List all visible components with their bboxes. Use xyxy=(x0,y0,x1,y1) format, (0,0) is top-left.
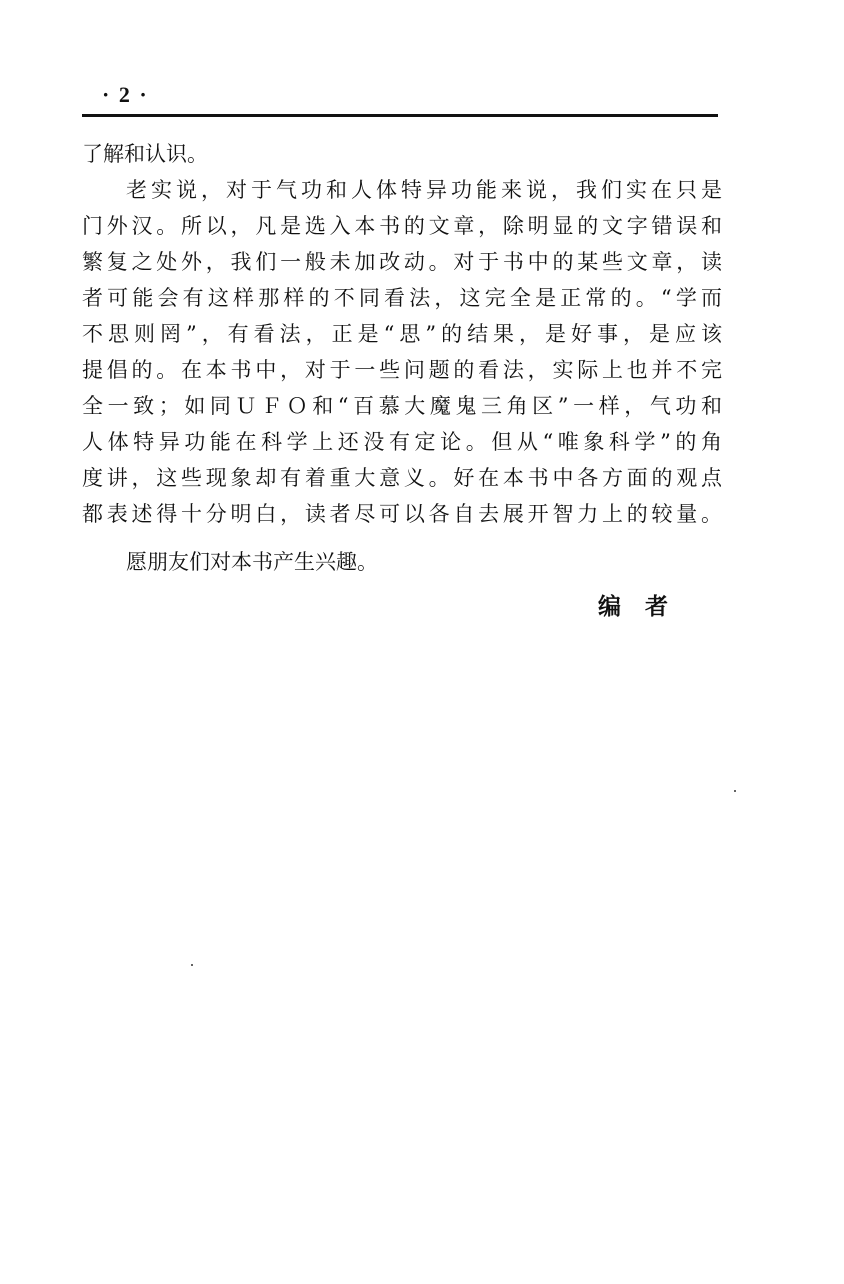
text-line: 全一致；如同ＵＦＯ和“百慕大魔鬼三角区”一样，气功和 xyxy=(82,394,722,418)
text-line: 都表述得十分明白，读者尽可以各自去展开智力上的较量。 xyxy=(82,502,722,526)
text-line: 了解和认识。 xyxy=(82,142,208,166)
text-line: 提倡的。在本书中，对于一些问题的看法，实际上也并不完 xyxy=(82,358,722,382)
page-number: · 2 · xyxy=(102,82,149,107)
text-line: 门外汉。所以，凡是选入本书的文章，除明显的文字错误和 xyxy=(82,214,722,238)
header-rule xyxy=(82,114,718,117)
text-line: 度讲，这些现象却有着重大意义。好在本书中各方面的观点 xyxy=(82,466,722,490)
text-line: 愿朋友们对本书产生兴趣。 xyxy=(126,550,378,574)
text-line: 老实说，对于气功和人体特异功能来说，我们实在只是 xyxy=(126,178,722,202)
text-line: 者可能会有这样那样的不同看法，这完全是正常的。“学而 xyxy=(82,286,722,310)
text-line: 繁复之处外，我们一般未加改动。对于书中的某些文章，读 xyxy=(82,250,722,274)
scan-speck xyxy=(191,964,193,966)
editor-signature: 编者 xyxy=(598,593,692,620)
text-line: 不思则罔”，有看法，正是“思”的结果，是好事，是应该 xyxy=(82,322,722,346)
scan-speck xyxy=(734,790,736,792)
text-line: 人体特异功能在科学上还没有定论。但从“唯象科学”的角 xyxy=(82,430,722,454)
